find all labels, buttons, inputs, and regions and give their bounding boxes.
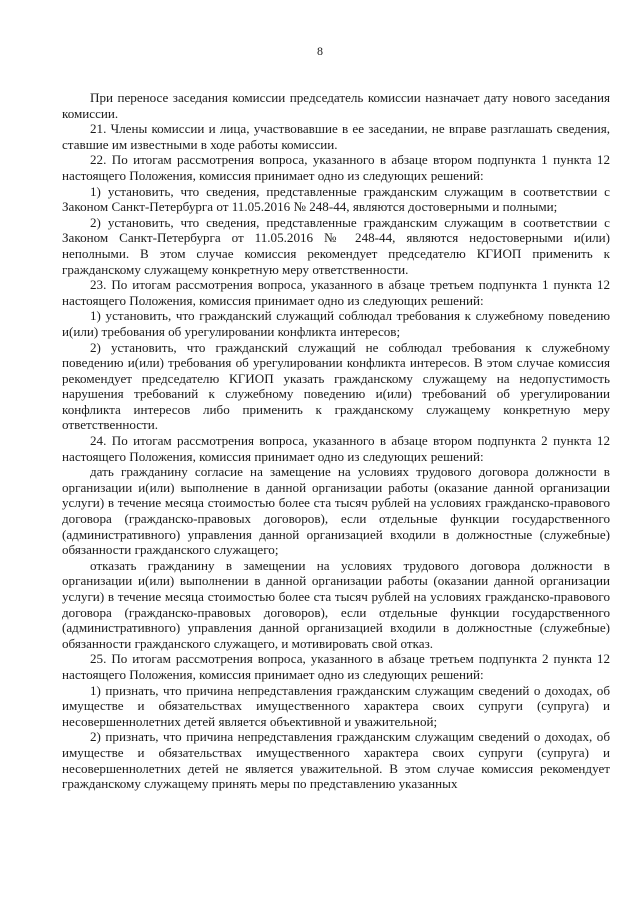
- paragraph: 25. По итогам рассмотрения вопроса, указанного в абзаце третьем подпункта 2 пункта 12 настоящего Положения, комиссия принимает одно из следующих решений:: [62, 651, 610, 682]
- page-number: 8: [317, 44, 323, 58]
- document-body: [62, 90, 610, 792]
- paragraph: 1) установить, что сведения, представленные гражданским служащим в соответствии с Законом Санкт-Петербурга от 11.05.2016 № 248-44, являются достоверными и полными;: [62, 183, 610, 215]
- paragraph: 22. По итогам рассмотрения вопроса, указанного в абзаце втором подпункта 1 пункта 12 настоящего Положения, комиссия принимает одно из следующих решений:: [62, 152, 610, 183]
- paragraph: отказать гражданину в замещении на условиях трудового договора должности в организации и(или) выполнении в данной организации работы (оказании данной организации услуги) в течение месяца стоимостью более ста тысяч рублей на условиях гражданско-правового договора (гражданско-правовых договоров), если отдельные функции государственного (административного) управления данной организацией входили в должностные (служебные) обязанности гражданского служащего, и мотивировать свой отказ.: [62, 557, 610, 651]
- paragraph: 21. Члены комиссии и лица, участвовавшие в ее заседании, не вправе разглашать сведения, ставшие им известными в ходе работы комиссии.: [62, 121, 610, 152]
- paragraph: 1) установить, что гражданский служащий соблюдал требования к служебному поведению и(или) требования об урегулировании конфликта интересов;: [62, 308, 610, 339]
- paragraph: 1) признать, что причина непредставления гражданским служащим сведений о доходах, об имуществе и обязательствах имущественного характера своих супруги (супруга) и несовершеннолетних детей является объективной и уважительной;: [62, 682, 610, 729]
- paragraph: 24. По итогам рассмотрения вопроса, указанного в абзаце втором подпункта 2 пункта 12 настоящего Положения, комиссия принимает одно из следующих решений:: [62, 433, 610, 464]
- paragraph: 23. По итогам рассмотрения вопроса, указанного в абзаце третьем подпункта 1 пункта 12 настоящего Положения, комиссия принимает одно из следующих решений:: [62, 277, 610, 308]
- paragraph: дать гражданину согласие на замещение на условиях трудового договора должности в организации и(или) выполнение в данной организации работы (оказание данной организации услуги) в течение месяца стоимостью более ста тысяч рублей на условиях гражданско-правового договора (гражданско-правовых договоров), если отдельные функции государственного (административного) управления данной организацией входили в должностные (служебные) обязанности гражданского служащего;: [62, 464, 610, 558]
- paragraph: 2) установить, что гражданский служащий не соблюдал требования к служебному поведению и(или) требования об урегулировании конфликта интересов. В этом случае комиссия рекомендует председателю КГИОП указать гражданскому служащему на недопустимость нарушения требований к служебному поведению и(или) требований об урегулировании конфликта интересов либо применить к гражданскому служащему конкретную меру ответственности.: [62, 339, 610, 433]
- paragraph: 2) признать, что причина непредставления гражданским служащим сведений о доходах, об имуществе и обязательствах имущественного характера своих супруги (супруга) и несовершеннолетних детей не является уважительной. В этом случае комиссия рекомендует гражданскому служащему принять меры по представлению указанных: [62, 729, 610, 792]
- paragraph: При переносе заседания комиссии председатель комиссии назначает дату нового заседания комиссии.: [62, 90, 610, 121]
- paragraph: 2) установить, что сведения, представленные гражданским служащим в соответствии с Законом Санкт-Петербурга от 11.05.2016 № 248-44, являются недостоверными и(или) неполными. В этом случае комиссия рекомендует председателю КГИОП применить к гражданскому служащему конкретную меру ответственности.: [62, 214, 610, 277]
